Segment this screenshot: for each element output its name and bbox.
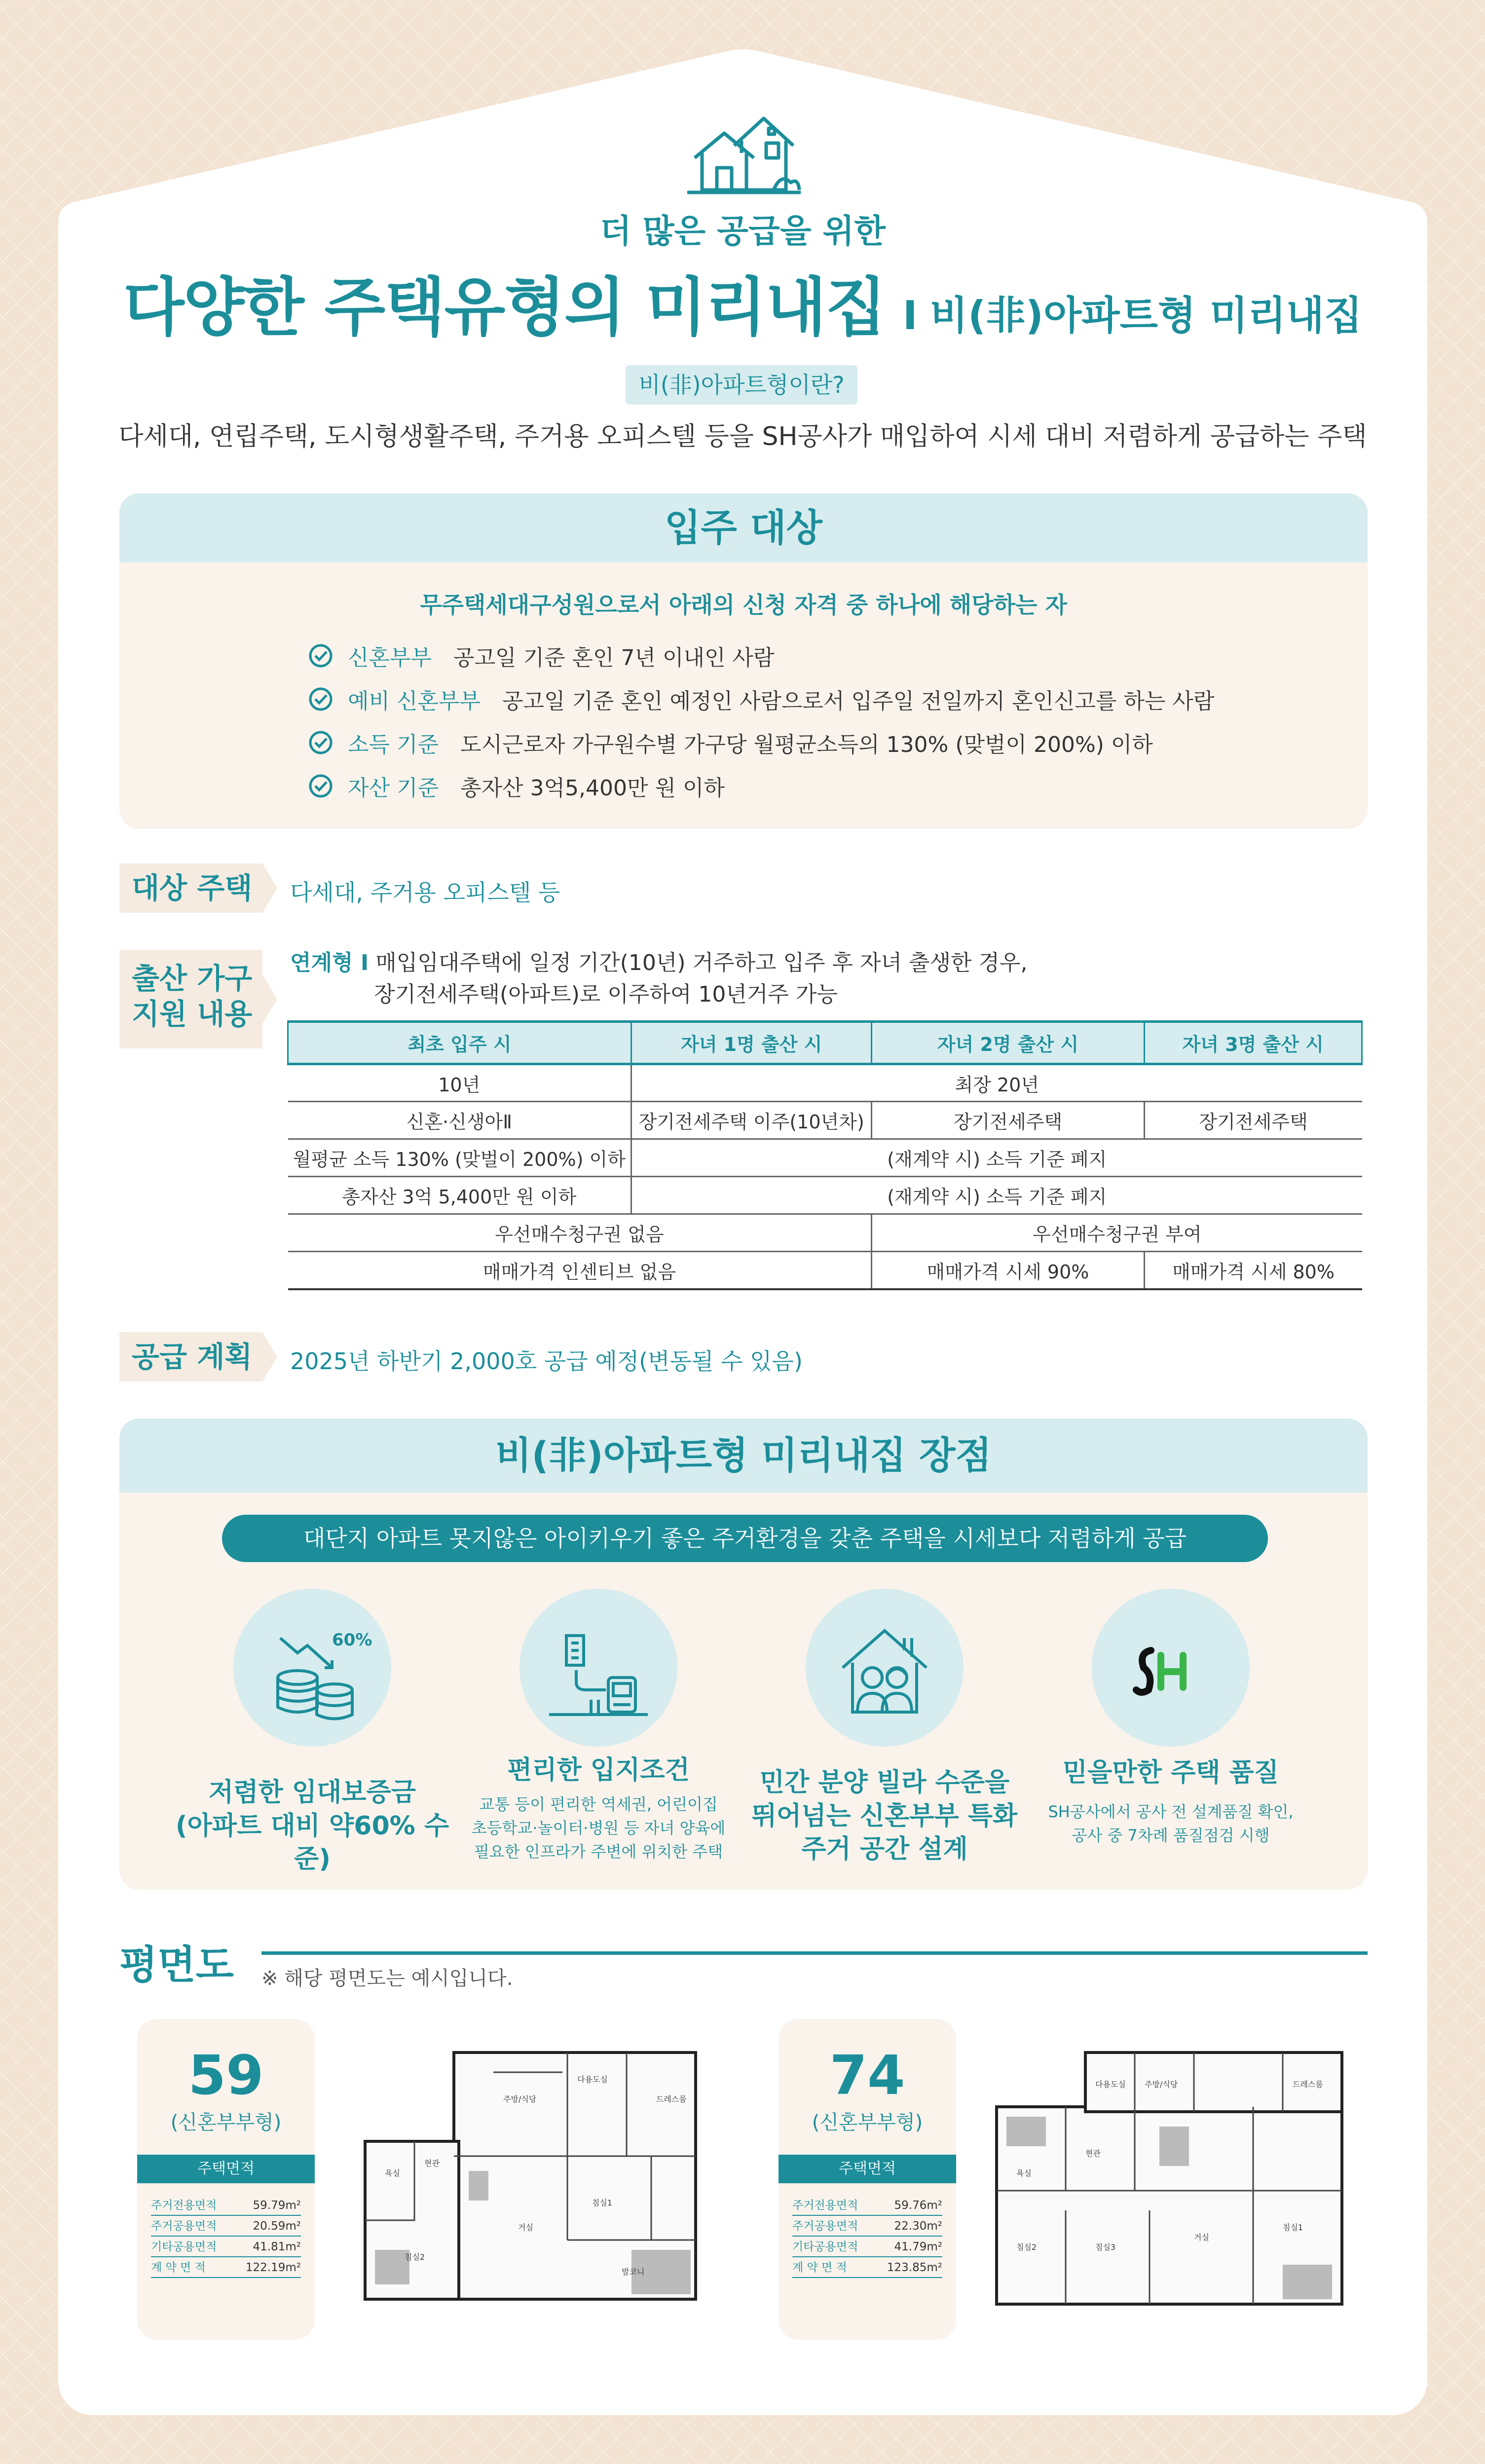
table-row [288, 1102, 1362, 1139]
plan-label-dress: 드레스룸 [1293, 2080, 1323, 2089]
floorplan-74-drawing [987, 2043, 1352, 2314]
desc-label: 연계형 I [290, 950, 369, 975]
table-header: 자녀 1명 출산 시 [631, 1022, 872, 1064]
tag-arrow [262, 1332, 277, 1381]
location-icon [520, 1589, 677, 1747]
eligibility-item [308, 683, 1215, 715]
eligibility-label: 예비 신혼부부 [348, 689, 481, 714]
supply-plan-text: 2025년 하반기 2,000호 공급 예정(변동될 수 있음) [290, 1348, 803, 1375]
check-circle-icon [308, 730, 333, 755]
area-row [792, 2257, 942, 2278]
area-row [151, 2216, 301, 2237]
advantage-title: 민간 분양 빌라 수준을 [759, 1768, 1010, 1797]
table-cell: 장기전세주택 [872, 1102, 1144, 1139]
table-cell: 총자산 3억 5,400만 원 이하 [288, 1177, 631, 1214]
area-key: 주거전용면적 [151, 2199, 217, 2212]
plan-label-balcony: 발코니 [622, 2267, 645, 2277]
question-pill: 비(非)아파트형이란? [626, 365, 857, 405]
table-row [288, 1139, 1362, 1177]
floorplan-size: 59 [188, 2044, 264, 2107]
advantage-title: 주거 공간 설계 [801, 1834, 968, 1865]
floorplan-type: (신혼부부형) [170, 2111, 282, 2134]
advantage-desc: 초등학교·놀이터·병원 등 자녀 양육에 [471, 1818, 726, 1837]
eligibility-item [308, 640, 775, 672]
plan-label-room3: 침실3 [1095, 2242, 1116, 2252]
eligibility-item [308, 770, 725, 802]
table-cell: (재계약 시) 소득 기준 폐지 [631, 1177, 1362, 1214]
plan-label-dress: 드레스룸 [656, 2094, 687, 2104]
table-header: 자녀 3명 출산 시 [1144, 1022, 1362, 1064]
intro-text: 다세대, 연립주택, 도시형생활주택, 주거용 오피스텔 등을 SH공사가 매입하여 시세 대비 저렴하게 공급하는 주택 [118, 422, 1367, 451]
plan-label-room1: 침실1 [1283, 2223, 1303, 2232]
area-key: 주거전용면적 [792, 2199, 858, 2212]
area-key: 계 약 면 적 [151, 2261, 206, 2274]
target-housing-tag: 대상 주택 [119, 863, 262, 913]
advantage-title: 편리한 입지조건 [507, 1755, 690, 1785]
plan-label-living: 거실 [518, 2223, 533, 2232]
area-value: 123.85m² [887, 2261, 942, 2274]
table-row [288, 1064, 1362, 1102]
area-table [792, 2195, 942, 2278]
advantage-desc: SH공사에서 공사 전 설계품질 확인, [1048, 1802, 1294, 1821]
area-key: 주거공용면적 [151, 2220, 217, 2233]
table-cell: 최장 20년 [631, 1064, 1362, 1102]
area-key: 기타공용면적 [792, 2240, 858, 2253]
table-cell: (재계약 시) 소득 기준 폐지 [631, 1139, 1362, 1177]
area-key: 계 약 면 적 [792, 2261, 847, 2274]
eligibility-item [308, 727, 1153, 758]
plan-label-bath: 욕실 [1016, 2168, 1032, 2178]
area-value: 59.79m² [253, 2199, 301, 2212]
area-row [792, 2237, 942, 2257]
subtitle: 더 많은 공급을 위한 [600, 212, 886, 250]
area-row [792, 2195, 942, 2216]
table-cell: 매매가격 시세 80% [1144, 1252, 1362, 1289]
advantage-circle [520, 1589, 677, 1747]
table-cell: 매매가격 시세 90% [872, 1252, 1144, 1289]
eligibility-text: 공고일 기준 혼인 7년 이내인 사람 [453, 645, 775, 671]
check-circle-icon [308, 687, 333, 711]
plan-label-laundry: 다용도실 [1095, 2080, 1126, 2089]
floorplan-type: (신혼부부형) [812, 2111, 923, 2134]
plan-label-living: 거실 [1194, 2233, 1209, 2242]
table-cell: 장기전세주택 [1144, 1102, 1362, 1139]
house-icon [685, 104, 803, 202]
birth-support-table [287, 1020, 1363, 1290]
couple-house-icon [806, 1589, 964, 1747]
area-value: 41.81m² [253, 2240, 301, 2253]
advantage-item [1023, 1756, 1319, 1847]
table-cell: 10년 [288, 1064, 631, 1102]
birth-support-desc [290, 947, 1028, 1010]
plan-label-room2: 침실2 [1016, 2242, 1037, 2252]
advantage-circle [233, 1589, 391, 1747]
advantages-banner: 대단지 아파트 못지않은 아이키우기 좋은 주거환경을 갖춘 주택을 시세보다 저렴하게 공급 [222, 1515, 1268, 1562]
table-cell: 우선매수청구권 부여 [872, 1214, 1362, 1252]
title-main: 다양한 주택유형의 미리내집 [123, 271, 886, 344]
plan-label-kitchen: 주방/식당 [1145, 2080, 1178, 2089]
plan-label-room1: 침실1 [592, 2198, 613, 2207]
advantage-title: 믿을만한 주택 품질 [1062, 1758, 1279, 1788]
area-row [151, 2195, 301, 2216]
title-sub: 비(非)아파트형 미리내집 [929, 293, 1363, 338]
area-table [151, 2195, 301, 2278]
area-key: 주거공용면적 [792, 2220, 858, 2233]
plan-label-laundry: 다용도실 [577, 2075, 608, 2084]
title-separator: I [902, 293, 918, 338]
target-housing-text: 다세대, 주거용 오피스텔 등 [290, 879, 560, 906]
tag-arrow [262, 974, 277, 1024]
advantage-title: 뛰어넘는 신혼부부 특화 [751, 1801, 1018, 1831]
eligibility-label: 자산 기준 [348, 776, 439, 801]
area-value: 41.79m² [894, 2240, 942, 2253]
plan-label-entry: 현관 [424, 2159, 440, 2168]
area-value: 20.59m² [253, 2220, 301, 2233]
floorplan-bar: 주택면적 [779, 2155, 956, 2183]
advantage-title: 저렴한 임대보증금 [209, 1778, 416, 1807]
desc-line1: 매입임대주택에 일정 기간(10년) 거주하고 입주 후 자녀 출생한 경우, [375, 950, 1028, 975]
table-cell: 장기전세주택 이주(10년차) [631, 1102, 872, 1139]
floorplan-heading: 평면도 [119, 1942, 234, 1988]
table-cell: 우선매수청구권 없음 [288, 1214, 872, 1252]
eligibility-lead: 무주택세대구성원으로서 아래의 신청 자격 중 하나에 해당하는 자 [420, 592, 1067, 618]
advantages-heading: 비(非)아파트형 미리내집 장점 [119, 1419, 1368, 1493]
floorplan-59-drawing [355, 2043, 705, 2309]
eligibility-text: 총자산 3억5,400만 원 이하 [460, 776, 725, 801]
plan-label-entry: 현관 [1085, 2149, 1101, 2158]
area-key: 기타공용면적 [151, 2240, 217, 2253]
advantage-item [164, 1776, 460, 1876]
table-cell: 신혼·신생아Ⅱ [288, 1102, 631, 1139]
floorplan-size: 74 [829, 2044, 905, 2107]
area-value: 22.30m² [894, 2220, 942, 2233]
eligibility-text: 공고일 기준 혼인 예정인 사람으로서 입주일 전일까지 혼인신고를 하는 사람 [502, 689, 1215, 714]
advantage-item [450, 1754, 746, 1864]
birth-support-tag [119, 950, 262, 1048]
check-circle-icon [308, 774, 333, 798]
table-header: 자녀 2명 출산 시 [872, 1022, 1144, 1064]
advantage-desc: 교통 등이 편리한 역세권, 어린이집 [479, 1794, 718, 1814]
advantage-circle [1092, 1589, 1250, 1747]
floorplan-note: ※ 해당 평면도는 예시입니다. [261, 1967, 513, 1990]
advantage-circle [806, 1589, 964, 1747]
area-value: 122.19m² [245, 2261, 301, 2274]
advantage-desc: 공사 중 7차례 품질점검 시행 [1072, 1826, 1270, 1845]
eligibility-label: 신혼부부 [348, 645, 432, 671]
eligibility-text: 도시근로자 가구원수별 가구당 월평균소득의 130% (맞벌이 200%) 이하 [460, 732, 1153, 757]
plan-label-room2: 침실2 [405, 2252, 425, 2262]
advantage-desc: 필요한 인프라가 주변에 위치한 주택 [474, 1842, 723, 1861]
area-value: 59.76m² [894, 2199, 942, 2212]
table-row [288, 1252, 1362, 1289]
page-title [58, 257, 1427, 347]
area-row [792, 2216, 942, 2237]
birth-support-tag-line2: 지원 내용 [132, 997, 253, 1031]
desc-line2: 장기전세주택(아파트)로 이주하여 10년거주 가능 [374, 982, 838, 1007]
eligibility-label: 소득 기준 [348, 732, 439, 757]
heading-rule [261, 1951, 1368, 1955]
birth-support-tag-line1: 출산 가구 [132, 962, 253, 995]
table-cell: 매매가격 인센티브 없음 [288, 1252, 872, 1289]
table-row [288, 1214, 1362, 1252]
floorplan-bar: 주택면적 [137, 2155, 315, 2183]
eligibility-heading: 입주 대상 [119, 493, 1368, 562]
table-header: 최초 입주 시 [288, 1022, 631, 1064]
area-row [151, 2237, 301, 2257]
floorplan-card-59 [137, 2019, 315, 2340]
table-cell: 월평균 소득 130% (맞벌이 200%) 이하 [288, 1139, 631, 1177]
coins-icon [233, 1589, 391, 1747]
tag-arrow [262, 863, 277, 913]
check-circle-icon [308, 643, 333, 668]
advantage-item [737, 1766, 1033, 1867]
plan-label-bath: 욕실 [385, 2168, 400, 2178]
table-row [288, 1177, 1362, 1214]
area-row [151, 2257, 301, 2278]
advantage-title: (아파트 대비 약60% 수준) [175, 1811, 449, 1874]
supply-plan-tag: 공급 계획 [119, 1332, 262, 1381]
plan-label-kitchen: 주방/식당 [503, 2094, 537, 2104]
percent-label: 60% [332, 1630, 372, 1650]
floorplan-card-74 [779, 2019, 956, 2340]
sh-logo [1092, 1589, 1250, 1747]
